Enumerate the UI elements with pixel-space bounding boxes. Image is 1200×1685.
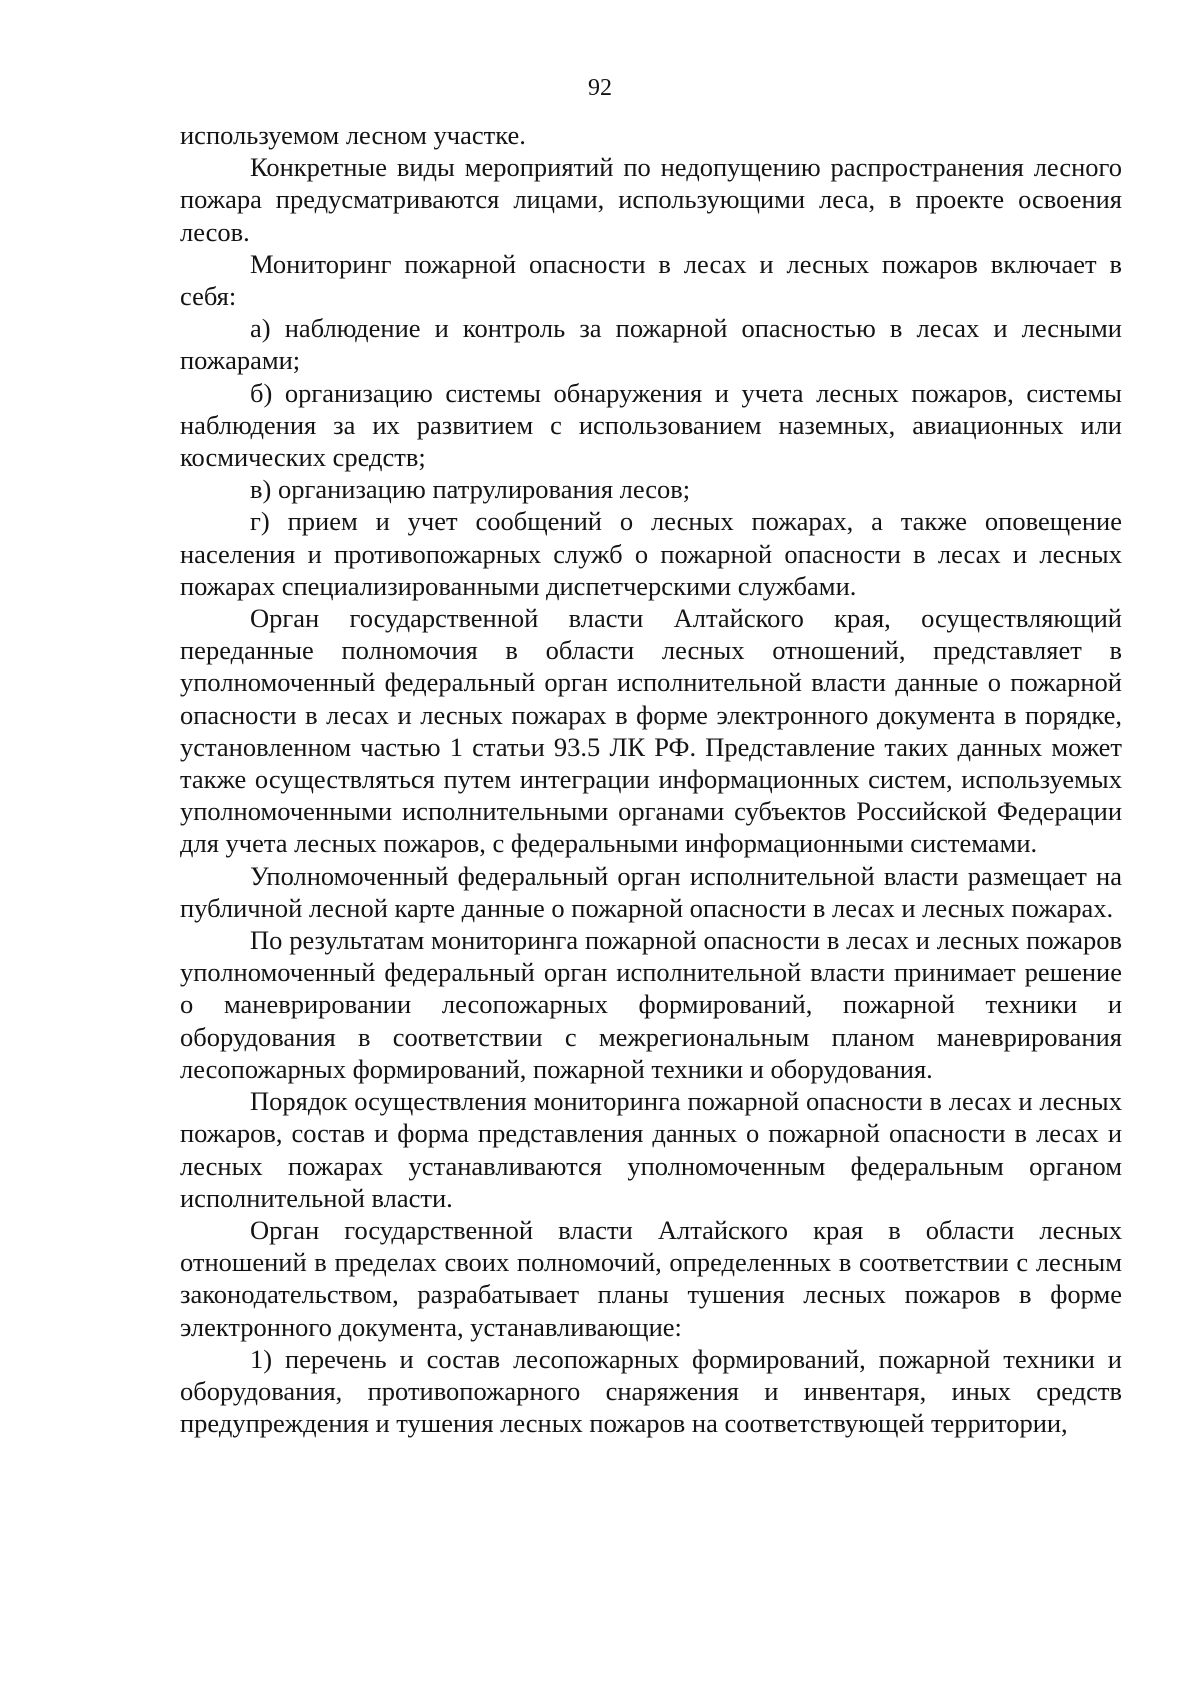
paragraph-2: Конкретные виды мероприятий по недопущению распространения лесного пожара предусматриваются лицами, использующими леса, в проекте освоения лесов. — [180, 152, 1122, 247]
paragraph-1: используемом лесном участке. — [180, 120, 526, 150]
paragraph-8: Орган государственной власти Алтайского края в области лесных отношений в пределах своих полномочий, определенных в соответствии с лесным законодательством, разрабатывает планы тушения лесных пожаров в форме электронного документа, устанавливающие: — [180, 1214, 1122, 1342]
body-text — [180, 119, 1122, 1439]
list-item-v: в) организацию патрулирования лесов; — [250, 474, 691, 505]
paragraph-4: Орган государственной власти Алтайского края, осуществляющий переданные полномочия в области лесных отношений, представляет в уполномоченный федеральный орган исполнительной власти данные о пожарной опасности в лесах и лесных пожарах в форме электронного документа в порядке, установленном частью 1 статьи 93.5 ЛК РФ. Представление таких данных может также осуществляться путем интеграции информационных систем, используемых уполномоченными исполнительными органами субъектов Российской Федерации для учета лесных пожаров, с федеральными информационными системами. — [180, 603, 1122, 859]
list-item-g: г) прием и учет сообщений о лесных пожарах, а также оповещение населения и противопожарных служб о пожарной опасности в лесах и лесных пожарах специализированными диспетчерскими службами. — [180, 506, 1122, 601]
page-number: 92 — [588, 75, 612, 101]
paragraph-5: Уполномоченный федеральный орган исполнительной власти размещает на публичной лесной карте данные о пожарной опасности в лесах и лесных пожарах. — [180, 860, 1122, 923]
paragraph-7: Порядок осуществления мониторинга пожарной опасности в лесах и лесных пожаров, состав и форма представления данных о пожарной опасности в лесах и лесных пожарах устанавливаются уполномоченным федеральным органом исполнительной власти. — [180, 1086, 1122, 1213]
paragraph-3: Мониторинг пожарной опасности в лесах и лесных пожаров включает в себя: — [180, 248, 1122, 312]
paragraph-6: По результатам мониторинга пожарной опасности в лесах и лесных пожаров уполномоченный федеральный орган исполнительной власти принимает решение о маневрировании лесопожарных формирований, пожарной техники и оборудования в соответствии с межрегиональным планом маневрирования лесопожарных формирований, пожарной техники и оборудования. — [180, 925, 1122, 1084]
list-item-1: 1) перечень и состав лесопожарных формирований, пожарной техники и оборудования, противопожарного снаряжения и инвентаря, иных средств предупреждения и тушения лесных пожаров на соответствующей территории, — [180, 1343, 1122, 1439]
list-item-b: б) организацию системы обнаружения и учета лесных пожаров, системы наблюдения за их развитием с использованием наземных, авиационных или космических средств; — [180, 377, 1122, 473]
list-item-a: а) наблюдение и контроль за пожарной опасностью в лесах и лесными пожарами; — [180, 313, 1122, 376]
